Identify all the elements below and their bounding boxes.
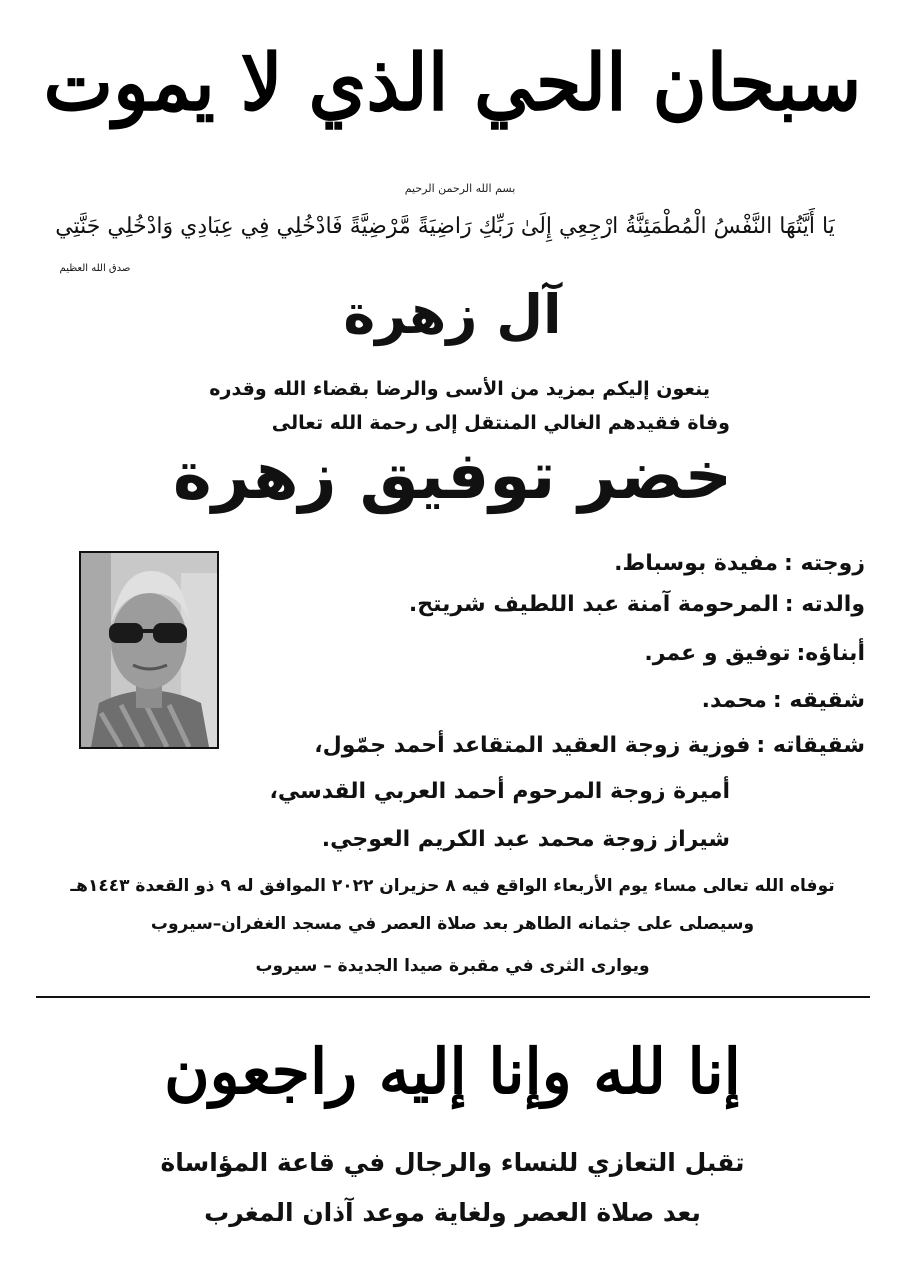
sons-names: توفيق و عمر. <box>644 641 791 666</box>
condolence-line-1: تقبل التعازي للنساء والرجال في قاعة المؤاساة <box>160 1148 745 1177</box>
relative-sisters <box>314 733 865 758</box>
basmala: بسم الله الرحمن الرحيم <box>404 182 516 195</box>
relative-mother <box>409 592 865 617</box>
mother-name: المرحومة آمنة عبد اللطيف شريتح. <box>408 592 779 617</box>
burial-line: ويوارى الثرى في مقبرة صيدا الجديدة – سيروب <box>255 956 650 976</box>
footer-calligraphy: إنا لله وإنا إليه راجعون <box>164 1035 741 1108</box>
deceased-photo <box>79 551 219 749</box>
condolence-line-2: بعد صلاة العصر ولغاية موعد آذان المغرب <box>204 1198 701 1227</box>
relative-wife <box>614 551 865 576</box>
mother-label: والدته : <box>784 592 865 617</box>
sister-2: أميرة زوجة المرحوم أحمد العربي القدسي، <box>269 779 730 804</box>
prayer-line: وسيصلى على جثمانه الطاهر بعد صلاة العصر في مسجد الغفران–سيروب <box>150 914 755 934</box>
wife-name: مفيدة بوسباط. <box>614 551 779 576</box>
sons-label: أبناؤه: <box>796 641 865 666</box>
sister-3: شيراز زوجة محمد عبد الكريم العوجي. <box>321 827 730 852</box>
sister-1: فوزية زوجة العقيد المتقاعد أحمد جمّول، <box>314 733 751 758</box>
verse-end: صدق الله العظيم <box>59 263 131 274</box>
deceased-name: خضر توفيق زهرة <box>172 437 733 514</box>
relative-brother <box>702 688 865 713</box>
death-date-line: توفاه الله تعالى مساء يوم الأربعاء الواقع فيه ٨ حزيران ٢٠٢٢ الموافق له ٩ ذو القعدة ١٤٤٣هـ <box>70 876 835 896</box>
sisters-label: شقيقاته : <box>756 733 865 758</box>
announcement-line-2: وفاة فقيدهم الغالي المنتقل إلى رحمة الله تعالى <box>271 412 730 434</box>
divider <box>36 996 870 998</box>
announcement-line-1: ينعون إليكم بمزيد من الأسى والرضا بقضاء الله وقدره <box>209 378 710 400</box>
family-name: آل زهرة <box>343 283 562 346</box>
portrait-illustration <box>81 553 217 747</box>
wife-label: زوجته : <box>784 551 865 576</box>
brother-name: محمد. <box>701 688 767 713</box>
relative-sons <box>644 641 865 666</box>
header-calligraphy: سبحان الحي الذي لا يموت <box>43 37 862 129</box>
brother-label: شقيقه : <box>772 688 865 713</box>
quran-verse: يَا أَيَّتُهَا النَّفْسُ الْمُطْمَئِنَّةُ ارْجِعِي إِلَىٰ رَبِّكِ رَاضِيَةً مَّرْضِيَّةً فَادْخُلِي فِي عِبَادِي وَادْخُلِي جَنَّتِي <box>55 214 835 239</box>
